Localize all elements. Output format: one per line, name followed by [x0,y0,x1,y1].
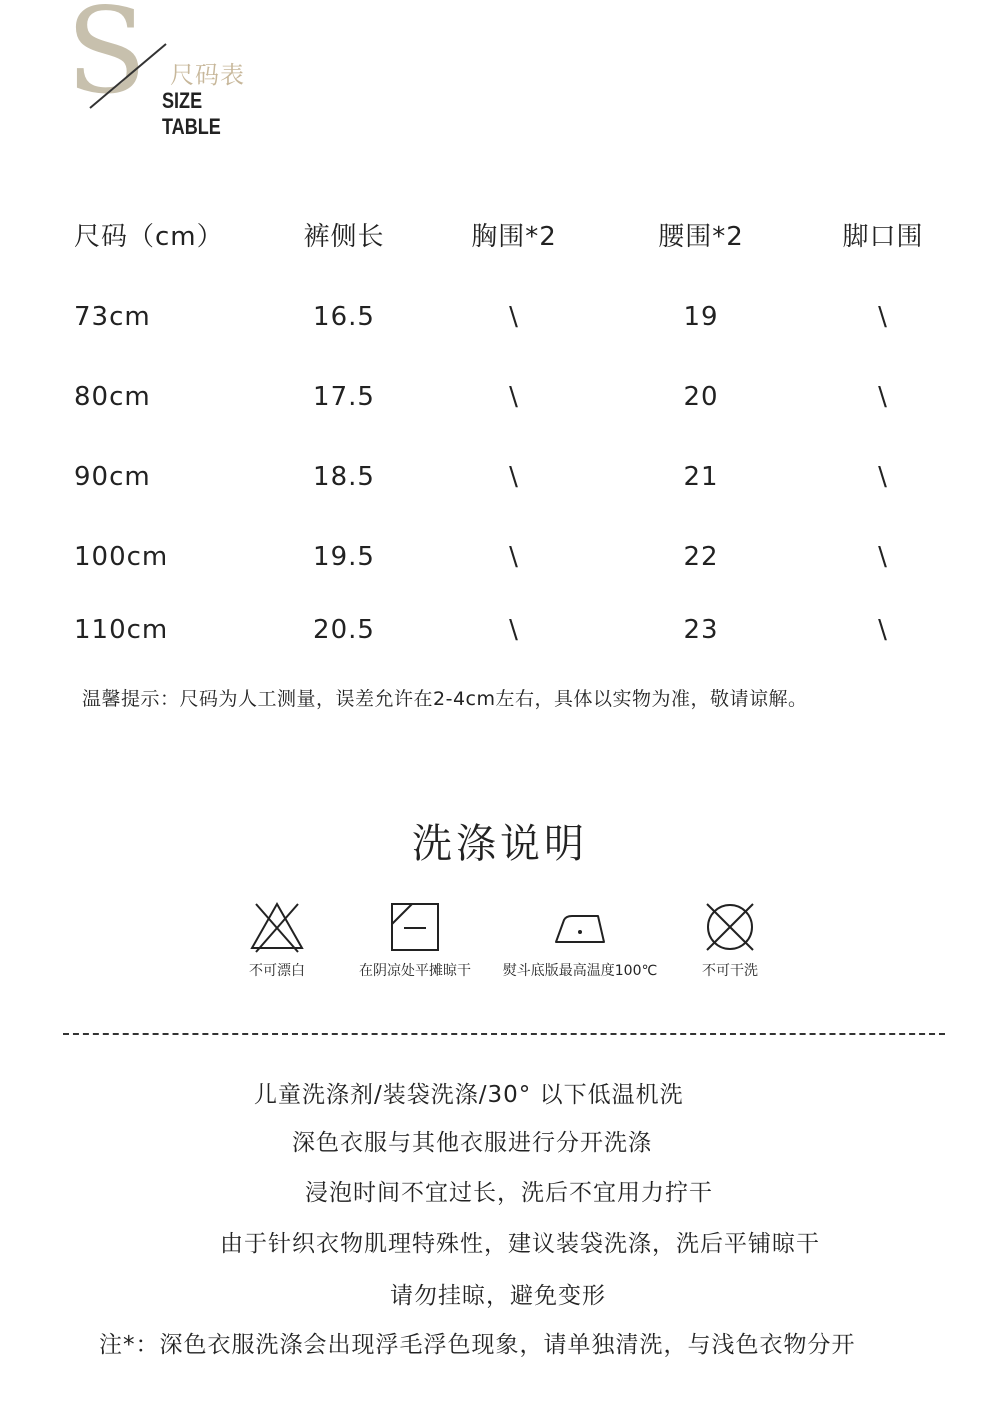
cell-size: 73cm [74,302,151,332]
table-row [0,532,1000,582]
wash-note-line: 浸泡时间不宜过长，洗后不宜用力拧干 [305,1180,713,1206]
cell-chest: \ [509,382,519,412]
no-dry-clean-label: 不可干洗 [702,963,758,979]
logo-slash-icon [88,42,168,110]
no-bleach-label: 不可漂白 [249,963,305,979]
cell-waist: 19 [683,302,719,332]
cell-size: 100cm [74,542,169,572]
cell-size: 110cm [74,615,169,645]
cell-side-length: 16.5 [313,302,375,332]
wash-note-line: 深色衣服与其他衣服进行分开洗涤 [292,1130,652,1156]
cell-waist: 20 [683,382,719,412]
cell-side-length: 18.5 [313,462,375,492]
iron-icon [552,898,610,956]
wash-title: 洗涤说明 [412,821,588,867]
cell-size: 80cm [74,382,151,412]
table-row [0,372,1000,422]
cell-hem: \ [878,462,888,492]
cell-waist: 22 [683,542,719,572]
header-chest: 胸围*2 [471,222,557,252]
header-hem: 脚口围 [842,222,924,252]
table-row [0,292,1000,342]
measurement-tip: 温馨提示：尺码为人工测量，误差允许在2-4cm左右，具体以实物为准，敬请谅解。 [82,688,808,710]
header-side-length: 裤侧长 [303,222,385,252]
logo-letter: S [66,0,147,120]
wash-note-line: 儿童洗涤剂/装袋洗涤/30° 以下低温机洗 [254,1082,684,1108]
cell-chest: \ [509,542,519,572]
cell-chest: \ [509,302,519,332]
cell-waist: 21 [683,462,719,492]
cell-hem: \ [878,382,888,412]
no-bleach-icon [248,898,306,956]
logo-title-en: SIZE TABLE [162,88,221,139]
dry-flat-in-shade-label: 在阴凉处平摊晾干 [359,963,471,979]
cell-waist: 23 [683,615,719,645]
wash-note-line: 注*：深色衣服洗涤会出现浮毛浮色现象，请单独清洗，与浅色衣物分开 [99,1332,856,1358]
table-row [0,452,1000,502]
no-dry-clean-icon [701,898,759,956]
wash-note-line: 由于针织衣物肌理特殊性，建议装袋洗涤，洗后平铺晾干 [220,1231,820,1257]
cell-chest: \ [509,615,519,645]
dry-flat-in-shade-icon [386,898,444,956]
cell-hem: \ [878,302,888,332]
dashed-divider [63,1033,945,1035]
cell-side-length: 17.5 [313,382,375,412]
cell-size: 90cm [74,462,151,492]
cell-side-length: 19.5 [313,542,375,572]
header-waist: 腰围*2 [658,222,744,252]
logo-title-cn: 尺码表 [170,61,245,89]
cell-hem: \ [878,615,888,645]
size-table-logo [62,0,282,139]
cell-chest: \ [509,462,519,492]
header-size: 尺码（cm） [74,222,224,252]
iron-label: 熨斗底版最高温度100℃ [502,963,658,979]
table-header-row [0,212,1000,262]
table-row [0,605,1000,655]
wash-note-line: 请勿挂晾，避免变形 [390,1283,606,1309]
cell-side-length: 20.5 [313,615,375,645]
cell-hem: \ [878,542,888,572]
